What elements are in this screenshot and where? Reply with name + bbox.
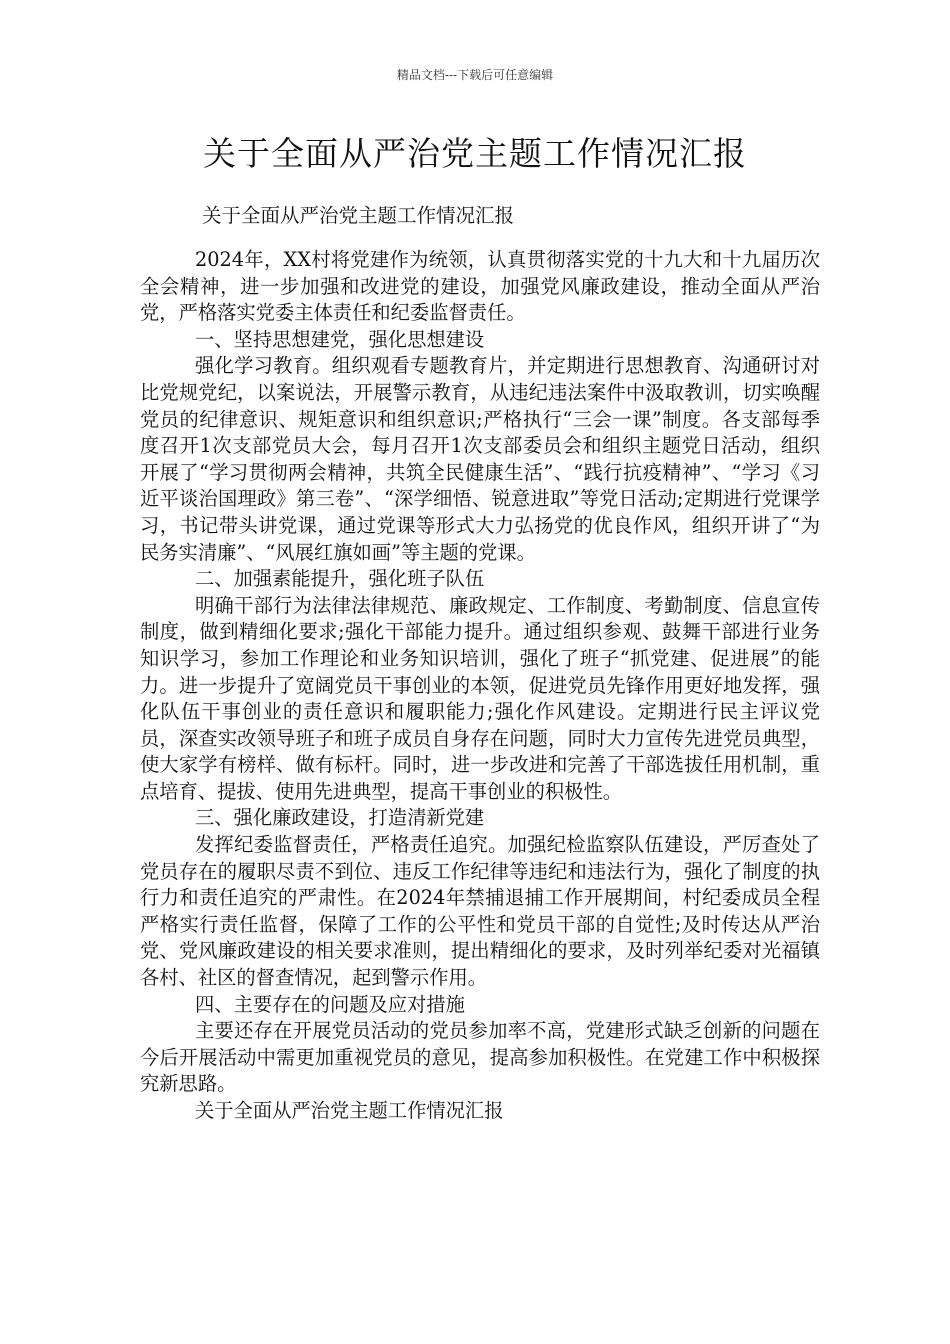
- section-paragraph-4: 主要还存在开展党员活动的党员参加率不高，党建形式缺乏创新的问题在今后开展活动中需更加重视党员的意见，提高参加积极性。在党建工作中积极探究新思路。: [140, 1019, 820, 1096]
- section-paragraph-1: 强化学习教育。组织观看专题教育片，并定期进行思想教育、沟通研讨对比党规党纪，以案说法，开展警示教育，从违纪违法案件中汲取教训，切实唤醒党员的纪律意识、规矩意识和组织意识;严格执行“三会一课”制度。各支部每季度召开1次支部党员大会，每月召开1次支部委员会和组织主题党日活动，组织开展了“学习贯彻两会精神，共筑全民健康生活”、“践行抗疫精神”、“学习《习近平谈治国理政》第三卷”、“深学细悟、锐意进取”等党日活动;定期进行党课学习，书记带头讲党课，通过党课等形式大力弘扬党的优良作风，组织开讲了“为民务实清廉”、“风展红旗如画”等主题的党课。: [140, 354, 820, 564]
- page-header: 精品文档---下载后可任意编辑: [396, 68, 554, 82]
- section-heading-4: 四、主要存在的问题及应对措施: [195, 992, 465, 1016]
- closing-line: 关于全面从严治党主题工作情况汇报: [195, 1099, 504, 1122]
- section-heading-2: 二、加强素能提升，强化班子队伍: [195, 567, 485, 591]
- section-paragraph-3: 发挥纪委监督责任，严格责任追究。加强纪检监察队伍建设，严厉查处了党员存在的履职尽责不到位、违反工作纪律等违纪和违法行为，强化了制度的执行力和责任追究的严肃性。在2024年禁捕退捕工作开展期间，村纪委成员全程严格实行责任监督，保障了工作的公平性和党员干部的自觉性;及时传达从严治党、党风廉政建设的相关要求准则，提出精细化的要求，及时列举纪委对光福镇各村、社区的督查情况，起到警示作用。: [140, 833, 820, 990]
- document-title: 关于全面从严治党主题工作情况汇报: [203, 134, 747, 173]
- document-subtitle: 关于全面从严治党主题工作情况汇报: [202, 204, 515, 227]
- section-heading-1: 一、坚持思想建党，强化思想建设: [195, 327, 485, 351]
- section-paragraph-2: 明确干部行为法律法律规范、廉政规定、工作制度、考勤制度、信息宣传制度，做到精细化要求;强化干部能力提升。通过组织参观、鼓舞干部进行业务知识学习，参加工作理论和业务知识培训，强化了班子“抓党建、促进展”的能力。进一步提升了宽阔党员干事创业的本领，促进党员先锋作用更好地发挥，强化队伍干事创业的责任意识和履职能力;强化作风建设。定期进行民主评议党员，深查实改领导班子和班子成员自身存在问题，同时大力宣传先进党员典型，使大家学有榜样、做有标杆。同时，进一步改进和完善了干部选拔任用机制，重点培育、提拔、使用先进典型，提高干事创业的积极性。: [140, 593, 820, 803]
- intro-paragraph: 2024年，XX村将党建作为统领，认真贯彻落实党的十九大和十九届历次全会精神，进一步加强和改进党的建设，加强党风廉政建设，推动全面从严治党，严格落实党委主体责任和纪委监督责任。: [140, 248, 820, 325]
- section-heading-3: 三、强化廉政建设，打造清新党建: [195, 806, 485, 830]
- document-body: [140, 247, 820, 1125]
